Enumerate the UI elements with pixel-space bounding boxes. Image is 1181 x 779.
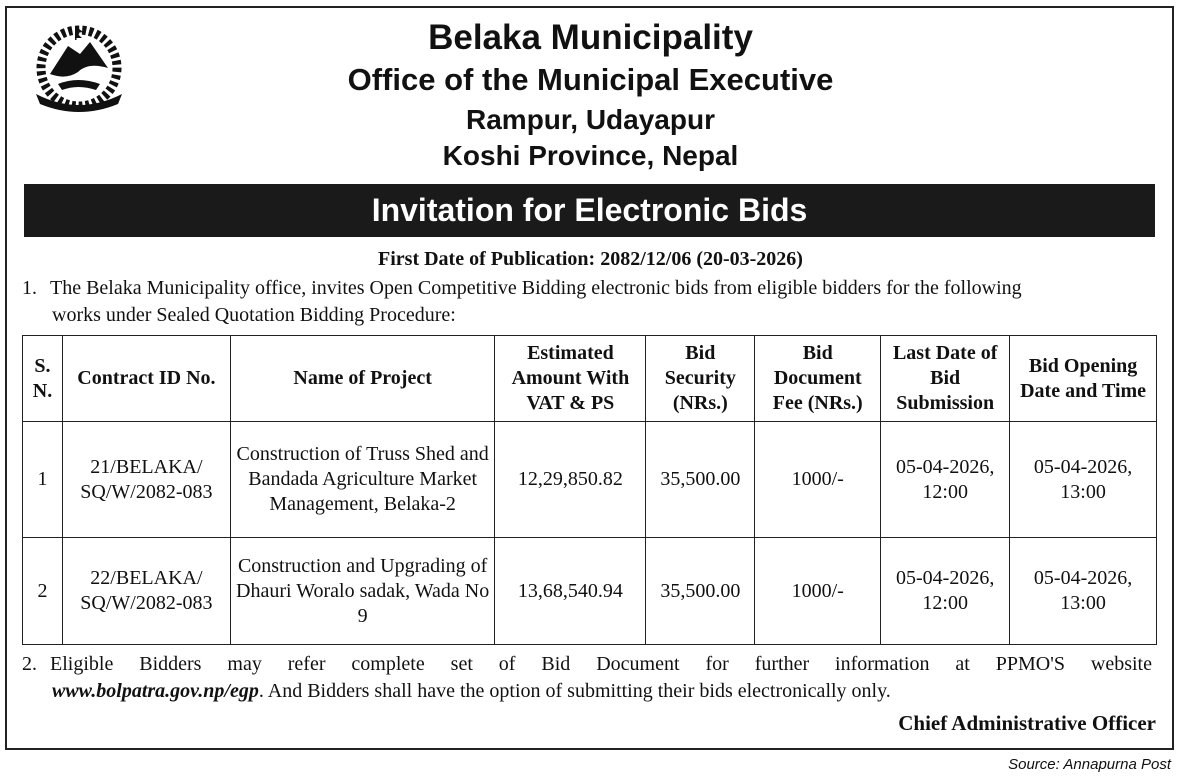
cell-estimated-amount: 13,68,540.94 bbox=[495, 538, 646, 645]
header-bid-security: Bid Security (NRs.) bbox=[646, 336, 755, 422]
paragraph-text: works under Sealed Quotation Bidding Procedure: bbox=[52, 304, 456, 326]
header-estimated-amount: Estimated Amount With VAT & PS bbox=[495, 336, 646, 422]
header-last-date: Last Date of Bid Submission bbox=[881, 336, 1010, 422]
cell-sn: 1 bbox=[23, 422, 63, 538]
cell-contract-id: 22/BELAKA/ SQ/W/2082-083 bbox=[62, 538, 230, 645]
publication-date: First Date of Publication: 2082/12/06 (20-03-2026) bbox=[378, 248, 803, 270]
paragraph-number: 2. bbox=[22, 653, 37, 675]
cell-document-fee: 1000/- bbox=[755, 422, 881, 538]
paragraph-2 bbox=[22, 651, 1152, 705]
paragraph-number: 1. bbox=[22, 277, 37, 299]
location-text: Rampur, Udayapur bbox=[466, 104, 715, 135]
cell-contract-id: 21/BELAKA/ SQ/W/2082-083 bbox=[62, 422, 230, 538]
cell-sn: 2 bbox=[23, 538, 63, 645]
municipality-title: Belaka Municipality bbox=[428, 18, 753, 57]
paragraph-text: The Belaka Municipality office, invites Open Competitive Bidding electronic bids from eligible bidders for the following bbox=[50, 277, 1022, 299]
paragraph-1 bbox=[22, 275, 1152, 329]
header-opening-date: Bid Opening Date and Time bbox=[1010, 336, 1157, 422]
signature: Chief Administrative Officer bbox=[898, 711, 1156, 735]
table-row bbox=[23, 538, 1157, 645]
header-document-fee: Bid Document Fee (NRs.) bbox=[755, 336, 881, 422]
header-contract-id: Contract ID No. bbox=[62, 336, 230, 422]
notice-banner: Invitation for Electronic Bids bbox=[24, 184, 1155, 237]
cell-bid-security: 35,500.00 bbox=[646, 422, 755, 538]
cell-last-date: 05-04-2026, 12:00 bbox=[881, 538, 1010, 645]
source-caption: Source: Annapurna Post bbox=[1008, 756, 1171, 773]
cell-document-fee: 1000/- bbox=[755, 538, 881, 645]
bolpatra-link[interactable]: www.bolpatra.gov.np/egp bbox=[52, 680, 259, 702]
cell-opening-date: 05-04-2026, 13:00 bbox=[1010, 538, 1157, 645]
cell-project-name: Construction and Upgrading of Dhauri Woralo sadak, Wada No 9 bbox=[230, 538, 495, 645]
office-title: Office of the Municipal Executive bbox=[347, 62, 834, 97]
header-sn: S. N. bbox=[23, 336, 63, 422]
bids-table bbox=[22, 335, 1157, 645]
table-row bbox=[23, 422, 1157, 538]
paragraph-text: . And Bidders shall have the option of submitting their bids electronically only. bbox=[258, 680, 891, 702]
province-text: Koshi Province, Nepal bbox=[442, 140, 739, 171]
paragraph-text: Eligible Bidders may refer complete set of Bid Document for further information at PPMO'S website bbox=[50, 653, 1152, 675]
cell-opening-date: 05-04-2026, 13:00 bbox=[1010, 422, 1157, 538]
table-header-row bbox=[23, 336, 1157, 422]
cell-project-name: Construction of Truss Shed and Bandada Agriculture Market Management, Belaka-2 bbox=[230, 422, 495, 538]
header-project-name: Name of Project bbox=[230, 336, 495, 422]
cell-last-date: 05-04-2026, 12:00 bbox=[881, 422, 1010, 538]
cell-bid-security: 35,500.00 bbox=[646, 538, 755, 645]
cell-estimated-amount: 12,29,850.82 bbox=[495, 422, 646, 538]
